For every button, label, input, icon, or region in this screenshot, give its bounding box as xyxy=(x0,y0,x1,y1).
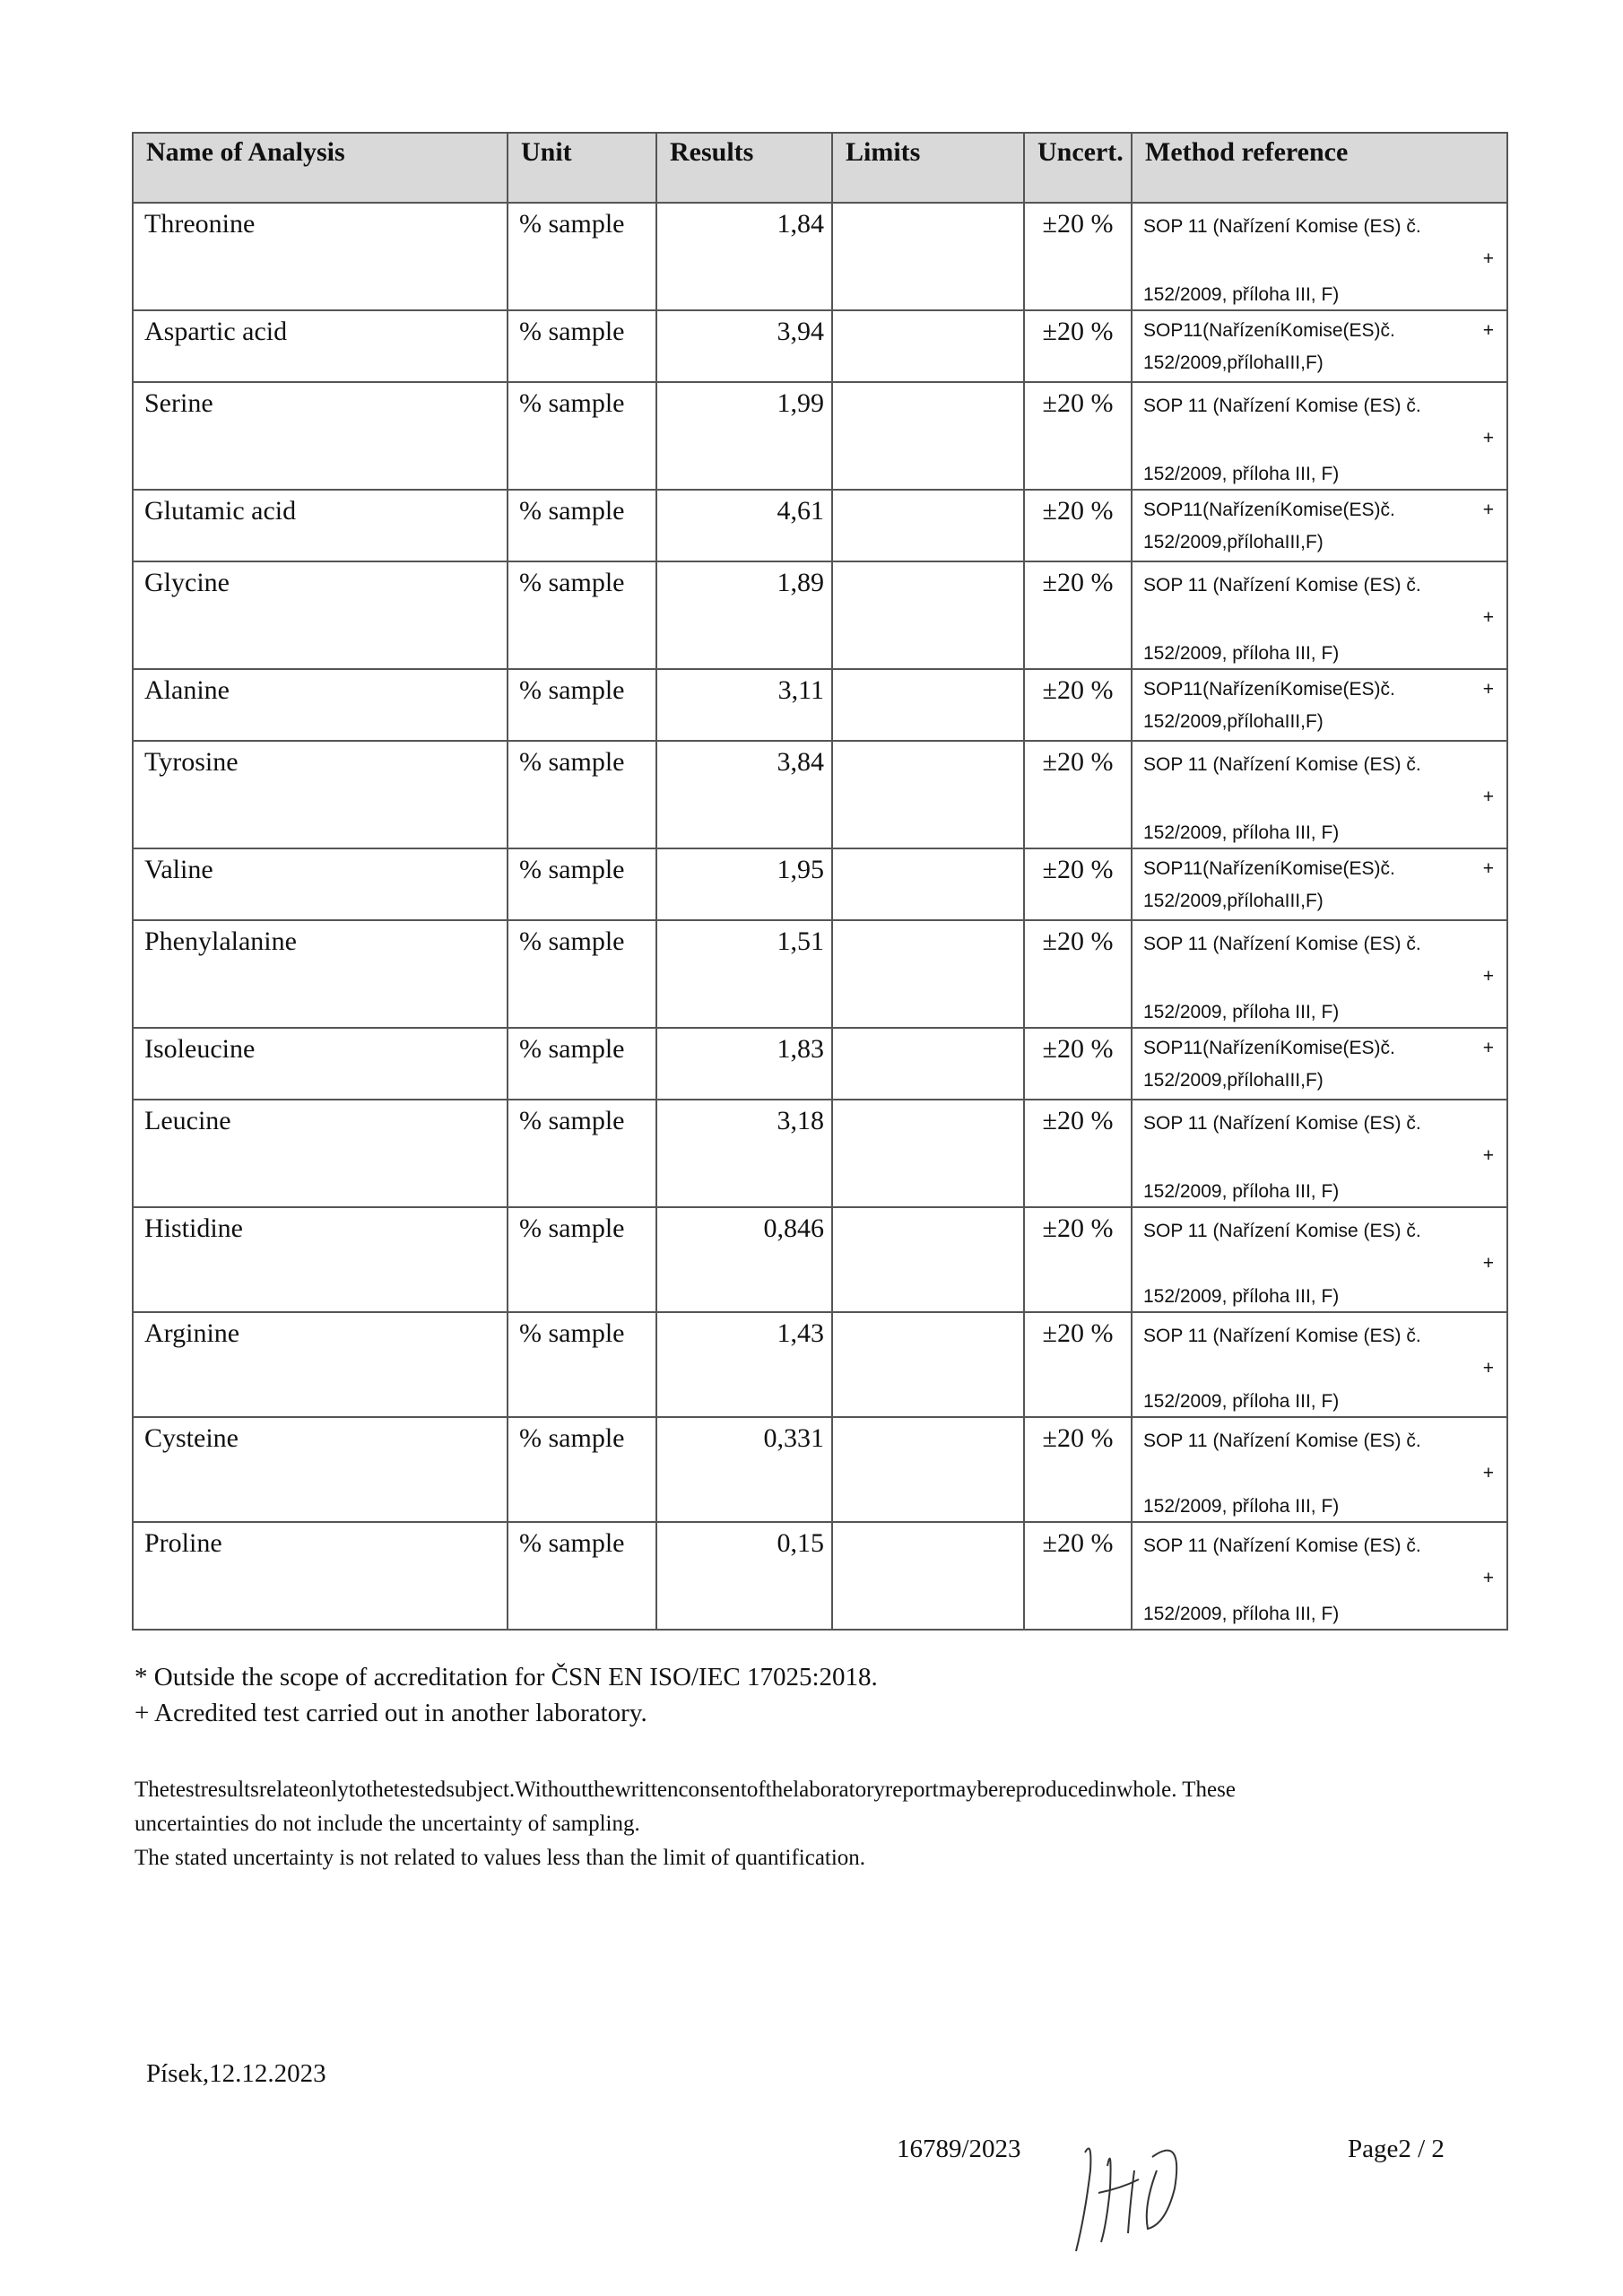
method-cell xyxy=(1132,310,1507,382)
limits-cell xyxy=(832,1522,1024,1630)
other-lab-mark: + xyxy=(1482,1253,1494,1274)
method-line-2: 152/2009,přílohaIII,F) xyxy=(1143,532,1324,552)
result-cell: 0,15 xyxy=(656,1522,832,1630)
result-cell: 0,846 xyxy=(656,1207,832,1312)
unit-cell: % sample xyxy=(508,310,656,382)
method-line-1: SOP11(NařízeníKomise(ES)č. xyxy=(1143,679,1395,700)
table-row xyxy=(133,741,1507,848)
method-line-1: SOP 11 (Nařízení Komise (ES) č. xyxy=(1143,575,1421,596)
method-cell xyxy=(1132,1522,1507,1630)
method-line-2: 152/2009,přílohaIII,F) xyxy=(1143,711,1324,732)
unit-cell: % sample xyxy=(508,741,656,848)
limits-cell xyxy=(832,1417,1024,1522)
result-cell: 1,95 xyxy=(656,848,832,920)
uncert-cell: ±20 % xyxy=(1024,848,1132,920)
limits-cell xyxy=(832,1207,1024,1312)
method-line-1: SOP 11 (Nařízení Komise (ES) č. xyxy=(1143,396,1421,416)
unit-cell: % sample xyxy=(508,490,656,561)
uncert-cell: ±20 % xyxy=(1024,1207,1132,1312)
limits-cell xyxy=(832,1028,1024,1100)
other-lab-mark: + xyxy=(1482,1568,1494,1588)
method-line-2: 152/2009, příloha III, F) xyxy=(1143,1391,1340,1412)
uncert-cell: ±20 % xyxy=(1024,920,1132,1028)
unit-cell: % sample xyxy=(508,848,656,920)
unit-cell: % sample xyxy=(508,1100,656,1207)
other-lab-mark: + xyxy=(1482,1463,1494,1483)
other-lab-mark: + xyxy=(1482,320,1494,341)
method-line-2: 152/2009, příloha III, F) xyxy=(1143,643,1340,664)
method-line-1: SOP 11 (Nařízení Komise (ES) č. xyxy=(1143,1431,1421,1451)
method-line-2: 152/2009,přílohaIII,F) xyxy=(1143,1070,1324,1091)
table-row xyxy=(133,848,1507,920)
limits-cell xyxy=(832,310,1024,382)
other-lab-mark: + xyxy=(1482,1145,1494,1166)
table-row xyxy=(133,1207,1507,1312)
method-line-1: SOP 11 (Nařízení Komise (ES) č. xyxy=(1143,754,1421,775)
limits-cell xyxy=(832,203,1024,310)
disclaimer-line-2: uncertainties do not include the uncertainty of sampling. xyxy=(135,1812,640,1836)
method-line-1: SOP11(NařízeníKomise(ES)č. xyxy=(1143,500,1395,520)
method-line-1: SOP 11 (Nařízení Komise (ES) č. xyxy=(1143,1326,1421,1346)
other-lab-mark: + xyxy=(1482,607,1494,628)
method-line-1: SOP 11 (Nařízení Komise (ES) č. xyxy=(1143,216,1421,237)
result-cell: 1,84 xyxy=(656,203,832,310)
uncert-cell: ±20 % xyxy=(1024,561,1132,669)
table-row xyxy=(133,1522,1507,1630)
analysis-name-cell: Tyrosine xyxy=(133,741,508,848)
result-cell: 1,83 xyxy=(656,1028,832,1100)
limits-cell xyxy=(832,920,1024,1028)
method-cell xyxy=(1132,1028,1507,1100)
method-line-2: 152/2009, příloha III, F) xyxy=(1143,1496,1340,1517)
result-cell: 1,99 xyxy=(656,382,832,490)
method-cell xyxy=(1132,1100,1507,1207)
other-lab-mark: + xyxy=(1482,966,1494,987)
method-line-2: 152/2009,přílohaIII,F) xyxy=(1143,352,1324,373)
other-lab-mark: + xyxy=(1482,248,1494,269)
method-line-2: 152/2009, příloha III, F) xyxy=(1143,284,1340,305)
limits-cell xyxy=(832,382,1024,490)
uncert-cell: ±20 % xyxy=(1024,490,1132,561)
other-lab-mark: + xyxy=(1482,1358,1494,1378)
table-row xyxy=(133,561,1507,669)
result-cell: 3,94 xyxy=(656,310,832,382)
uncert-cell: ±20 % xyxy=(1024,741,1132,848)
unit-cell: % sample xyxy=(508,1522,656,1630)
other-lab-mark: + xyxy=(1482,500,1494,520)
result-cell: 1,51 xyxy=(656,920,832,1028)
method-line-2: 152/2009, příloha III, F) xyxy=(1143,1181,1340,1202)
method-line-1: SOP11(NařízeníKomise(ES)č. xyxy=(1143,1038,1395,1058)
table-row xyxy=(133,1312,1507,1417)
analysis-name-cell: Serine xyxy=(133,382,508,490)
analysis-name-cell: Glutamic acid xyxy=(133,490,508,561)
other-lab-mark: + xyxy=(1482,679,1494,700)
result-cell: 1,43 xyxy=(656,1312,832,1417)
place-date: Písek,12.12.2023 xyxy=(146,2059,326,2088)
unit-cell: % sample xyxy=(508,1207,656,1312)
result-cell: 0,331 xyxy=(656,1417,832,1522)
page-number: Page2 / 2 xyxy=(1348,2135,1445,2163)
uncert-cell: ±20 % xyxy=(1024,1417,1132,1522)
disclaimer-line-1: Thetestresultsrelateonlytothetestedsubject.Withoutthewrittenconsentofthelaboratoryreportmaybereproducedinwhole. These xyxy=(135,1778,1236,1802)
method-line-1: SOP 11 (Nařízení Komise (ES) č. xyxy=(1143,1221,1421,1241)
header-method: Method reference xyxy=(1132,133,1507,203)
analysis-name-cell: Isoleucine xyxy=(133,1028,508,1100)
other-lab-mark: + xyxy=(1482,428,1494,448)
uncert-cell: ±20 % xyxy=(1024,382,1132,490)
uncert-cell: ±20 % xyxy=(1024,310,1132,382)
table-row xyxy=(133,669,1507,741)
table-row xyxy=(133,920,1507,1028)
method-cell xyxy=(1132,1207,1507,1312)
method-line-1: SOP 11 (Nařízení Komise (ES) č. xyxy=(1143,934,1421,954)
table-row xyxy=(133,490,1507,561)
limits-cell xyxy=(832,1100,1024,1207)
method-cell xyxy=(1132,741,1507,848)
result-cell: 3,18 xyxy=(656,1100,832,1207)
method-line-2: 152/2009, příloha III, F) xyxy=(1143,1604,1340,1624)
unit-cell: % sample xyxy=(508,920,656,1028)
header-limits: Limits xyxy=(832,133,1024,203)
method-line-1: SOP 11 (Nařízení Komise (ES) č. xyxy=(1143,1535,1421,1556)
analysis-name-cell: Aspartic acid xyxy=(133,310,508,382)
header-uncert: Uncert. xyxy=(1024,133,1132,203)
method-line-2: 152/2009, příloha III, F) xyxy=(1143,1002,1340,1022)
analysis-name-cell: Glycine xyxy=(133,561,508,669)
analysis-name-cell: Alanine xyxy=(133,669,508,741)
method-cell xyxy=(1132,203,1507,310)
uncert-cell: ±20 % xyxy=(1024,1312,1132,1417)
report-number: 16789/2023 xyxy=(897,2135,1021,2163)
unit-cell: % sample xyxy=(508,382,656,490)
analysis-name-cell: Arginine xyxy=(133,1312,508,1417)
header-results: Results xyxy=(656,133,832,203)
signature xyxy=(1058,2117,1211,2260)
header-name: Name of Analysis xyxy=(133,133,508,203)
unit-cell: % sample xyxy=(508,669,656,741)
other-lab-mark: + xyxy=(1482,787,1494,807)
analysis-name-cell: Cysteine xyxy=(133,1417,508,1522)
analysis-name-cell: Histidine xyxy=(133,1207,508,1312)
disclaimer-line-3: The stated uncertainty is not related to values less than the limit of quantification. xyxy=(135,1846,866,1870)
method-cell xyxy=(1132,561,1507,669)
other-lab-mark: + xyxy=(1482,1038,1494,1058)
limits-cell xyxy=(832,561,1024,669)
other-lab-mark: + xyxy=(1482,858,1494,879)
analysis-name-cell: Valine xyxy=(133,848,508,920)
limits-cell xyxy=(832,1312,1024,1417)
unit-cell: % sample xyxy=(508,1417,656,1522)
uncert-cell: ±20 % xyxy=(1024,1522,1132,1630)
unit-cell: % sample xyxy=(508,1312,656,1417)
result-cell: 1,89 xyxy=(656,561,832,669)
limits-cell xyxy=(832,669,1024,741)
uncert-cell: ±20 % xyxy=(1024,1028,1132,1100)
table-header-row xyxy=(133,133,1507,203)
analysis-name-cell: Proline xyxy=(133,1522,508,1630)
accreditation-note: * Outside the scope of accreditation for ČSN EN ISO/IEC 17025:2018. xyxy=(135,1663,878,1692)
method-cell xyxy=(1132,490,1507,561)
method-cell xyxy=(1132,1417,1507,1522)
method-cell xyxy=(1132,920,1507,1028)
method-cell xyxy=(1132,1312,1507,1417)
table-row xyxy=(133,310,1507,382)
other-lab-note: + Acredited test carried out in another laboratory. xyxy=(135,1699,647,1727)
result-cell: 3,84 xyxy=(656,741,832,848)
result-cell: 3,11 xyxy=(656,669,832,741)
unit-cell: % sample xyxy=(508,561,656,669)
method-line-1: SOP11(NařízeníKomise(ES)č. xyxy=(1143,320,1395,341)
table-row xyxy=(133,203,1507,310)
analysis-name-cell: Threonine xyxy=(133,203,508,310)
uncert-cell: ±20 % xyxy=(1024,203,1132,310)
method-cell xyxy=(1132,848,1507,920)
results-table xyxy=(132,132,1508,1631)
table-row xyxy=(133,1417,1507,1522)
limits-cell xyxy=(832,848,1024,920)
analysis-name-cell: Phenylalanine xyxy=(133,920,508,1028)
table-row xyxy=(133,1100,1507,1207)
method-line-2: 152/2009,přílohaIII,F) xyxy=(1143,891,1324,911)
method-line-1: SOP11(NařízeníKomise(ES)č. xyxy=(1143,858,1395,879)
limits-cell xyxy=(832,490,1024,561)
table-row xyxy=(133,1028,1507,1100)
method-cell xyxy=(1132,669,1507,741)
header-unit: Unit xyxy=(508,133,656,203)
method-line-1: SOP 11 (Nařízení Komise (ES) č. xyxy=(1143,1113,1421,1134)
result-cell: 4,61 xyxy=(656,490,832,561)
analysis-name-cell: Leucine xyxy=(133,1100,508,1207)
unit-cell: % sample xyxy=(508,203,656,310)
limits-cell xyxy=(832,741,1024,848)
method-cell xyxy=(1132,382,1507,490)
method-line-2: 152/2009, příloha III, F) xyxy=(1143,1286,1340,1307)
unit-cell: % sample xyxy=(508,1028,656,1100)
method-line-2: 152/2009, příloha III, F) xyxy=(1143,464,1340,484)
table-row xyxy=(133,382,1507,490)
uncert-cell: ±20 % xyxy=(1024,1100,1132,1207)
uncert-cell: ±20 % xyxy=(1024,669,1132,741)
method-line-2: 152/2009, příloha III, F) xyxy=(1143,822,1340,843)
